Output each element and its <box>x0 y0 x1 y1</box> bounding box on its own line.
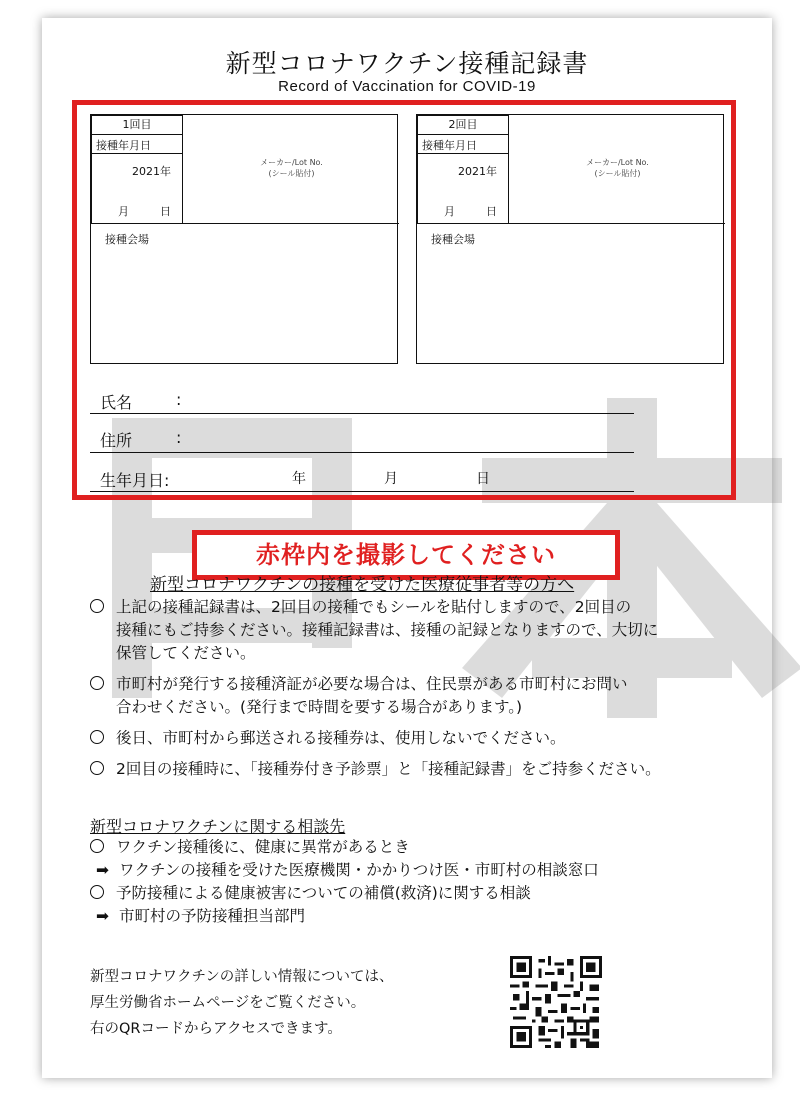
dose-1-sticker-label: (シール貼付) <box>268 169 315 178</box>
dose-2-year: 2021年 <box>458 165 497 178</box>
footer-line-3: 右のQRコードからアクセスできます。 <box>90 1021 342 1037</box>
address-label: 住所 <box>100 431 133 450</box>
dose-2-sticker-label: (シール貼付) <box>594 169 641 178</box>
birth-month: 月 <box>384 471 398 487</box>
list-item: 2回目の接種時に、「接種券付き予診票」と「接種記録書」をご持参ください。 <box>90 758 750 781</box>
circle-bullet-icon <box>90 839 104 853</box>
circle-bullet-icon <box>90 676 104 690</box>
dose-1-venue-label: 接種会場 <box>105 233 149 246</box>
circle-bullet-icon <box>90 730 104 744</box>
list-item: ➡ 市町村の予防接種担当部門 <box>96 907 306 925</box>
qr-code-icon[interactable] <box>510 956 602 1048</box>
dose-2-date-cell <box>417 134 509 224</box>
section-healthcare-list <box>90 596 750 781</box>
birthdate-label: 生年月日: <box>100 471 170 490</box>
name-label: 氏名 <box>100 393 133 412</box>
dose-2-number-label: 2回目 <box>448 118 478 131</box>
dose-2-date-label: 接種年月日 <box>422 139 477 152</box>
list-item: 予防接種による健康被害についての補償(救済)に関する相談 <box>90 882 750 905</box>
dose-1-number-cell <box>91 115 183 135</box>
birth-year: 年 <box>292 471 306 487</box>
address-colon: : <box>176 428 182 447</box>
section-consultation-title: 新型コロナワクチンに関する相談先 <box>90 817 346 836</box>
dose-2-month: 月 <box>444 205 455 218</box>
document-title: 新型コロナワクチン接種記録書 <box>225 49 589 78</box>
dose-1-date-label: 接種年月日 <box>96 139 151 152</box>
right-arrow-icon: ➡ <box>96 907 109 925</box>
dose-2-number-cell <box>417 115 509 135</box>
footer-text <box>90 964 393 1042</box>
dose-1-date-divider <box>92 153 182 154</box>
dose-1-month: 月 <box>118 205 129 218</box>
dose-1-year: 2021年 <box>132 165 171 178</box>
dose-2-sticker-cell <box>508 115 725 224</box>
dose-1-box <box>90 114 398 364</box>
dose-1-date-cell <box>91 134 183 224</box>
name-colon: : <box>176 390 182 409</box>
list-item: 上記の接種記録書は、2回目の接種でもシールを貼付しますので、2回目の 接種にもご持参ください。接種記録書は、接種の記録となりますので、大切に 保管してください。 <box>90 596 750 665</box>
dose-1-sticker-cell <box>182 115 399 224</box>
circle-bullet-icon <box>90 885 104 899</box>
birthdate-line <box>90 491 634 492</box>
dose-2-lot-label: メーカー/Lot No. <box>586 158 649 167</box>
document-subtitle: Record of Vaccination for COVID-19 <box>278 78 536 95</box>
dose-2-venue-label: 接種会場 <box>431 233 475 246</box>
photo-instruction-notice: 赤枠内を撮影してください <box>192 530 620 580</box>
dose-1-number-label: 1回目 <box>122 118 152 131</box>
name-line <box>90 413 634 414</box>
list-item: 市町村が発行する接種済証が必要な場合は、住民票がある市町村にお問い 合わせください。(発行まで時間を要する場合があります。) <box>90 673 750 719</box>
section-consultation-list <box>90 836 750 928</box>
footer-line-2: 厚生労働省ホームページをご覧ください。 <box>90 995 366 1011</box>
dose-2-day: 日 <box>486 205 497 218</box>
dose-1-lot-label: メーカー/Lot No. <box>260 158 323 167</box>
dose-1-day: 日 <box>160 205 171 218</box>
list-item: ワクチン接種後に、健康に異常があるとき <box>90 836 750 859</box>
right-arrow-icon: ➡ <box>96 861 109 879</box>
vaccination-record-card <box>42 18 772 1078</box>
birth-day: 日 <box>476 471 490 487</box>
circle-bullet-icon <box>90 761 104 775</box>
section-healthcare-title: 新型コロナワクチンの接種を受けた医療従事者等の方へ <box>150 575 575 595</box>
dose-2-date-divider <box>418 153 508 154</box>
dose-2-box <box>416 114 724 364</box>
footer-line-1: 新型コロナワクチンの詳しい情報については、 <box>90 969 394 985</box>
list-item: ➡ ワクチンの接種を受けた医療機関・かかりつけ医・市町村の相談窓口 <box>96 861 599 879</box>
address-line <box>90 452 634 453</box>
circle-bullet-icon <box>90 599 104 613</box>
list-item: 後日、市町村から郵送される接種券は、使用しないでください。 <box>90 727 750 750</box>
